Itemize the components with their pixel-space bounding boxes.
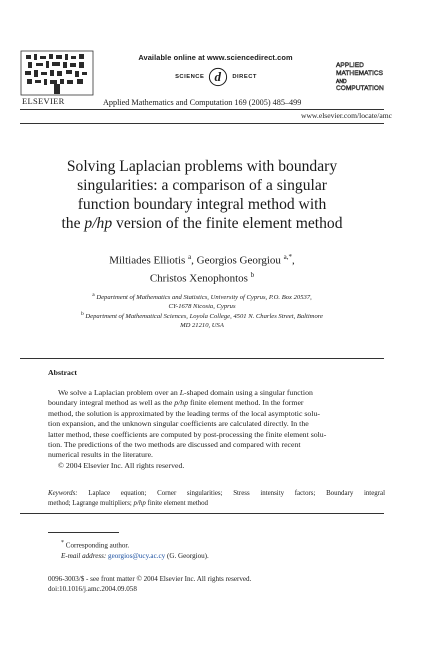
affiliation-a: $^a$ Department of Mathematics and Statistics, University of Cyprus, P.O. Box 20537, CY-1678 Nicosia, Cyprus [92, 292, 312, 311]
article-title [20, 157, 384, 233]
title-line: Solving Laplacian problems with boundary [66, 158, 338, 175]
journal-logo-line-4: COMPUTATION [336, 85, 384, 92]
author-affil-mark: b [250, 270, 255, 279]
author-list: Miltiades Elliotis $^a$, Georgios Georgiou $^{a,*}$, Christos Xenophontos $^b$ [109, 253, 295, 285]
author-affil-mark: a,* [283, 253, 293, 261]
author-affil-mark: a [188, 253, 192, 261]
keywords-label: Keywords: [48, 490, 78, 497]
abstract-text: We solve a Laplacian problem over an L-shaped domain using a singular function boundary integral method as well as the p/hp finite element method. In the former method, the solution is approximated by the leading terms of the local asymptotic solu- tion expansion, and the unknown singular coefficients are calculated directly. In the latter method, these coefficients are computed by post-processing the finite element solu- tion. The predictions of the two methods are discussed and compared with recent numerical results in the literature. © 2004 Elsevier Inc. All rights reserved. [48, 388, 385, 471]
available-online-text: Available online at www.sciencedirect.com [138, 53, 293, 62]
header-rule-top [20, 109, 384, 110]
svg-text:d: d [214, 69, 222, 85]
journal-logo-line-1: APPLIED [336, 62, 364, 69]
abstract-rule-bottom [20, 513, 384, 514]
publisher-name: ELSEVIER [22, 96, 65, 106]
sciencedirect-logo [146, 66, 286, 88]
sciencedirect-left-word: SCIENCE [175, 74, 205, 80]
title-line-last: the p/hp version of the finite element method [61, 215, 343, 232]
footnote: * Corresponding author. E-mail address: georgios@ucy.ac.cy (G. Georgiou). [61, 540, 209, 560]
header-rule-bottom [20, 123, 384, 124]
footnote-rule [48, 532, 119, 533]
affiliation-b: $^b$ Department of Mathematical Sciences, Loyola College, 4501 N. Charles Street, Baltimore MD 21210, USA [81, 311, 323, 330]
journal-citation: Applied Mathematics and Computation 169 (2005) 485–499 [103, 98, 302, 107]
journal-logo-line-3: AND [336, 79, 347, 85]
title-line: singularities: a comparison of a singular [77, 177, 327, 194]
abstract-heading: Abstract [48, 368, 78, 377]
email-link[interactable]: georgios@ucy.ac.cy [108, 551, 166, 560]
author-name: Christos Xenophontos [149, 272, 248, 285]
keywords: Keywords: Laplace equation; Corner singularities; Stress intensity factors; Boundary integral method; Lagrange multipliers; p/hp finite element method [48, 490, 385, 507]
at-sign-icon [208, 67, 228, 87]
author-name: Georgios Georgiou [196, 254, 281, 267]
sciencedirect-right-word: DIRECT [232, 74, 257, 80]
front-matter: 0096-3003/$ - see front matter © 2004 Elsevier Inc. All rights reserved. doi:10.1016/j.amc.2004.09.058 [48, 575, 252, 594]
author-name: Miltiades Elliotis [109, 254, 186, 267]
abstract-rule-top [20, 358, 384, 359]
doi: doi:10.1016/j.amc.2004.09.058 [48, 585, 137, 594]
journal-logo-line-2: MATHEMATICS [336, 70, 384, 77]
title-line: function boundary integral method with [77, 196, 327, 213]
copyright-line: © 2004 Elsevier Inc. All rights reserved. [58, 460, 185, 470]
journal-url: www.elsevier.com/locate/amc [300, 111, 392, 120]
journal-logo [335, 58, 385, 94]
